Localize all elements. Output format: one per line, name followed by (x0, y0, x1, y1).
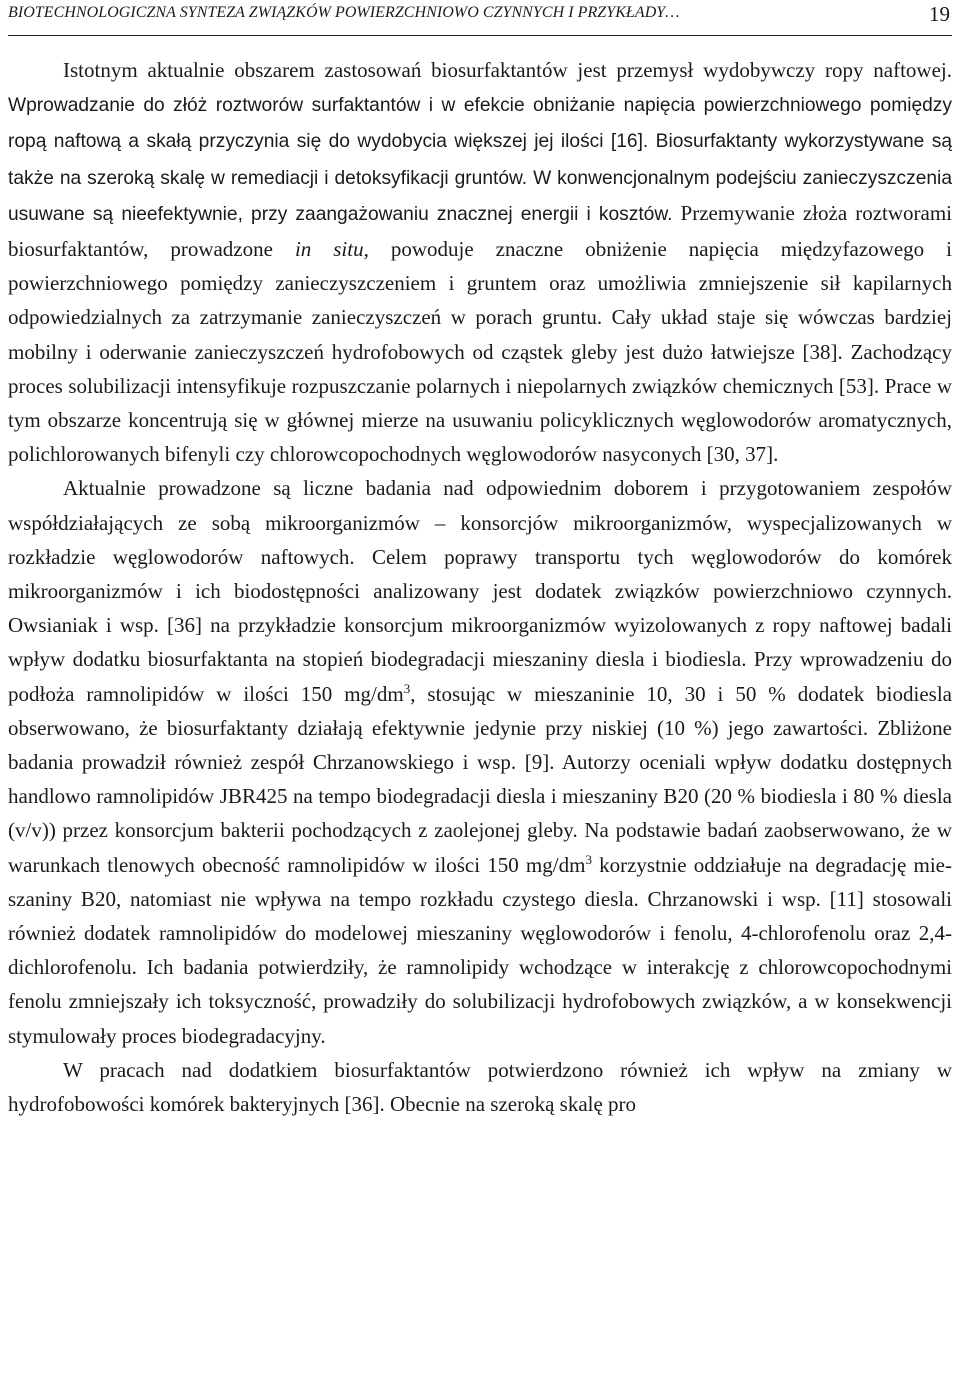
paragraph-text: Aktualnie prowadzone są liczne badania nad odpowiednim doborem i przygotowaniem zespołów współdziałających ze sobą mikroorganizmów – konsorcjów mikroorganizmów, wyspecjalizowanych w rozkładzie węglowodorów naftowych. Celem poprawy transportu tych węglowodorów do komórek mikroorganizmów i ich biodostępności analizowany jest dodatek związków powierzchniowo czynnych. Owsianiak i wsp. [36] na przykładzie konsorcjum mikroorganizmów wyizolowanych z ropy naftowej badali wpływ dodatku biosurfaktanta na stopień biodegradacji mieszaniny diesla i biodiesla. Przy wprowadzeniu do podłoża ramnolipidów w ilości 150 mg/dm (8, 476, 952, 706)
italic-term: in situ (294, 237, 364, 262)
running-title: BIOTECHNOLOGICZNA SYNTEZA ZWIĄZKÓW POWIERZCHNIOWO CZYNNYCH I PRZYKŁADY… (8, 4, 680, 21)
paragraph-text: , stosując w mieszaninie 10, 30 i 50 % dodatek biodiesla obserwowano, że biosurfaktanty działają efektywnie jedynie przy niskiej (10 %) jego zawartości. Zbliżone badania prowadził również zespół Chrzanowskiego i wsp. [9]. Autorzy oceniali wpływ dodatku dostępnych handlowo ramnolipidów JBR425 na tempo biodegradacji diesla i mieszaniny B20 (20 % biodiesla i 80 % diesla (v/v)) przez konsorcjum bakterii pochodzących z zaolejonej gleby. Na podstawie badań zaobserwowano, że w warunkach tlenowych obecność ramnolipidów w ilości 150 mg/dm (8, 681, 952, 877)
paragraph-petroleum-remediation (8, 53, 952, 471)
paragraph-text: Istotnym aktualnie obszarem zastosowań biosurfaktantów jest przemysł wydobywczy ropy naftowej. (63, 58, 952, 82)
paragraph-microbial-consortia (8, 471, 952, 1052)
paragraph-text: , powoduje znaczne obniżenie napięcia międzyfazowego i powierzchniowego pomiędzy zanieczyszczeniem i gruntem oraz umożliwia zmniejszenie sił kapilarnych odpowiedzialnych za zatrzymanie zanieczyszczeń w porach gruntu. Cały układ staje się wówczas bardziej mobilny i oderwanie zanieczyszczeń hydrofobowych od cząstek gleby jest dużo łatwiejsze [38]. Zachodzący proces solubilizacji intensyfikuje rozpuszczanie polarnych i niepolarnych związków chemicznych [53]. Prace w tym obszarze koncentrują się w głównej mierze na usuwaniu policyklicznych węglowodorów aromatycznych, polichlorowanych bifenyli czy chlorowcopochodnych węglowodorów nasyconych [30, 37]. (8, 237, 952, 467)
running-header (8, 1, 952, 36)
paragraph-text: W pracach nad dodatkiem biosurfaktantów potwierdzono również ich wpływ na zmiany w hydrofobowości komórek bakteryjnych [36]. Obecnie na szeroką skalę pro (8, 1057, 952, 1117)
paragraph-text: Przemywanie złoża roztworami biosurfaktantów, prowadzone (8, 200, 952, 262)
superscript: 3 (585, 851, 592, 867)
paragraph-text: Wprowadzanie do złóż roztworów surfaktantów i w efekcie obniżanie napięcia powierzchniowego pomiędzy ropą naftową a skałą przyczynia się do wydobycia większej jej ilości [16]. Biosurfaktanty wykorzystywane są także na szeroką skalę w remediacji i detoksyfikacji gruntów. W konwencjonalnym podejściu zanieczyszczenia usuwane są nieefektywnie, przy zaangażowaniu znacznej energii i kosztów. (8, 95, 952, 225)
body-text (8, 53, 952, 1121)
superscript: 3 (403, 680, 411, 696)
paragraph-text: korzystnie oddziałuje na degradację mieszaniny B20, natomiast nie wpływa na tempo rozkładu czystego diesla. Chrzanowski i wsp. [11] stosowali również dodatek ramnolipidów do modelowej mieszaniny węglowodorów i fenolu, 4-chlorofenolu oraz 2,4-dichlorofenolu. Ich badania potwierdziły, że ramnolipidy wchodzące w interakcję z chlorowcopochodnymi fenolu zmniejszały ich toksyczność, prowadziły do solubilizacji hydrofobowych związków, a w konsekwencji stymulowały proces biodegradacyjny. (8, 852, 952, 1048)
document-page (8, 0, 952, 1121)
page-number: 19 (929, 2, 950, 26)
paragraph-hydrophobicity (8, 1053, 952, 1121)
